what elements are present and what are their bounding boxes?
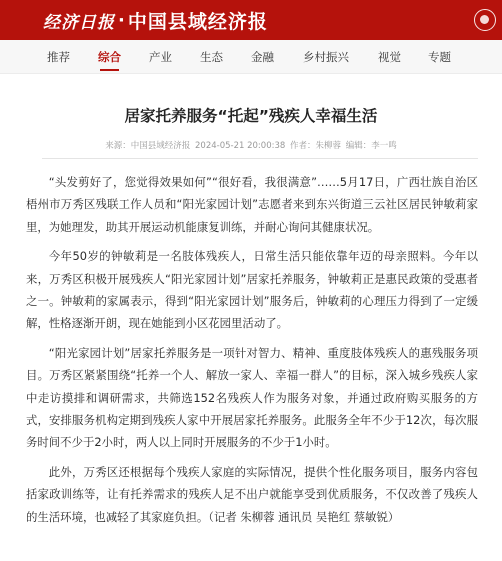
- article-paragraph: “头发剪好了，您觉得效果如何”“很好看，我很满意”……5月17日，广西壮族自治区梧州市万秀区残联工作人员和“阳光家园计划”志愿者来到东兴街道三云社区居民钟敏莉家里，为她理发，助其开展运动机能康复训练，并耐心询问其健康状况。: [26, 175, 478, 234]
- article-author: 作者：朱柳蓉: [289, 141, 341, 151]
- article-meta: [0, 139, 502, 151]
- site-header: [0, 0, 502, 40]
- site-logo[interactable]: [43, 6, 268, 34]
- article-source: 来源：中国县域经济报: [105, 141, 191, 151]
- article-paragraph: 此外，万秀区还根据每个残疾人家庭的实际情况，提供个性化服务项目，服务内容包括家政训练等，让有托养需求的残疾人足不出户就能享受到优质服务，不仅改善了残疾人的生活环境，也减轻了其家庭负担。（记者 朱柳蓉 通讯员 吴艳红 蔡敏锐）: [26, 464, 478, 524]
- nav-item-rural-revitalization[interactable]: 乡村振兴: [303, 50, 349, 64]
- article-body: [26, 171, 478, 535]
- nav-item-ecology[interactable]: 生态: [200, 50, 223, 64]
- title-divider: [42, 158, 478, 159]
- article-datetime: 2024-05-21 20:00:38: [195, 141, 286, 151]
- article-title: 居家托养服务“托起”残疾人幸福生活: [124, 107, 378, 125]
- nav-item-industry[interactable]: 产业: [149, 50, 172, 64]
- article-paragraph: “阳光家园计划”居家托养服务是一项针对智力、精神、重度肢体残疾人的惠残服务项目。万秀区紧紧围绕“托养一个人、解放一家人、幸福一群人”的目标，深入城乡残疾人家中走访摸排和调研需求，共筛选152名残疾人作为服务对象，并通过政府购买服务的方式，安排服务机构定期到残疾人家中开展居家托养服务。此服务全年不少于12次，每次服务时间不少于2小时，两人以上同时开展服务的不少于1小时。: [26, 345, 478, 450]
- nav-item-general[interactable]: 综合: [98, 40, 121, 74]
- nav-item-recommend[interactable]: 推荐: [47, 50, 70, 64]
- nav-item-finance[interactable]: 金融: [251, 50, 274, 64]
- nav-item-special[interactable]: 专题: [428, 50, 451, 64]
- user-circle-icon[interactable]: [474, 9, 496, 31]
- category-nav: [0, 40, 502, 74]
- article-editor: 编辑：李一鸣: [345, 141, 397, 151]
- logo-name-text: 中国县域经济报: [127, 10, 268, 33]
- logo-separator: ·: [118, 9, 125, 31]
- article-paragraph: 今年50岁的钟敏莉是一名肢体残疾人，日常生活只能依靠年迈的母亲照料。今年以来，万秀区积极开展残疾人“阳光家园计划”居家托养服务，钟敏莉正是惠民政策的受惠者之一。钟敏莉的家属表示，得到“阳光家园计划”服务后，钟敏莉的心理压力得到了一定缓解，性格逐渐开朗，现在她能到小区花园里活动了。: [26, 249, 478, 331]
- nav-item-visual[interactable]: 视觉: [378, 50, 401, 64]
- logo-script-text: 经济日报: [43, 12, 115, 33]
